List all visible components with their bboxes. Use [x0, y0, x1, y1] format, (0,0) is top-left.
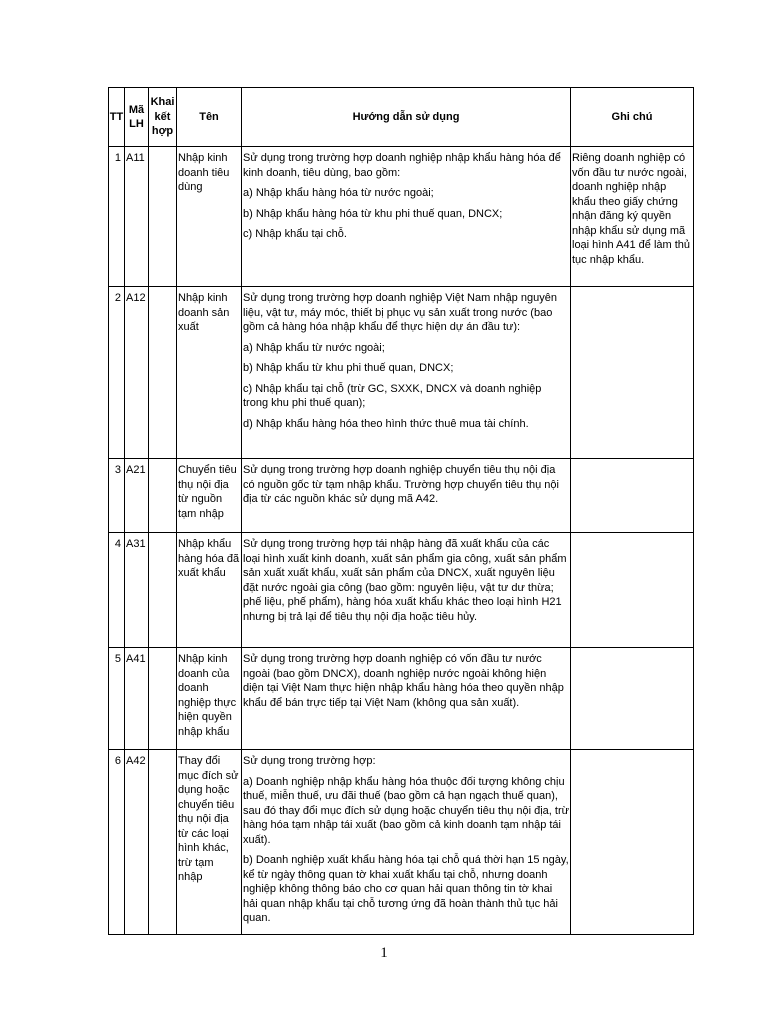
type-name: Chuyển tiêu thụ nội địa từ nguồn tạm nhập	[177, 459, 242, 533]
note: Riêng doanh nghiệp có vốn đầu tư nước ngoài, doanh nghiệp nhập khẩu theo giấy chứng nhận đăng ký quyền nhập khẩu sử dụng mã loại hình A41 để làm thủ tục nhập khẩu.	[571, 147, 694, 287]
row-number: 5	[109, 648, 125, 750]
type-name: Thay đổi mục đích sử dụng hoặc chuyển tiêu thụ nội địa từ các loại hình khác, trừ tạm nhập	[177, 750, 242, 935]
guide-paragraph: c) Nhập khẩu tại chỗ.	[243, 228, 347, 240]
guide-paragraph: Sử dụng trong trường hợp tái nhập hàng đã xuất khẩu của các loại hình xuất kinh doanh, xuất sản phẩm gia công, xuất sản phẩm sản xuất xuất khẩu, xuất sản phẩm của DNCX, xuất nguyên liệu đặt nước ngoài gia công (bao gồm: nguyên liệu, vật tư dư thừa; phế liệu, phế phẩm), hàng hóa xuất khẩu khác theo loại hình H21 nhưng bị trả lại để tiêu thụ nội địa hoặc tiêu hủy.	[243, 538, 567, 623]
header-tt: TT	[109, 88, 125, 147]
header-ten: Tên	[177, 88, 242, 147]
header-ghi-chu: Ghi chú	[571, 88, 694, 147]
combined-declaration	[149, 459, 177, 533]
guide-paragraph: b) Nhập khẩu hàng hóa từ khu phi thuế quan, DNCX;	[243, 207, 503, 220]
guide-paragraph: c) Nhập khẩu tại chỗ (trừ GC, SXXK, DNCX và doanh nghiệp trong khu phi thuế quan);	[243, 382, 542, 409]
guide-paragraph: b) Doanh nghiệp xuất khẩu hàng hóa tại chỗ quá thời hạn 15 ngày, kể từ ngày thông quan tờ khai xuất khẩu tại chỗ, nhưng doanh nghiệp không thông báo cho cơ quan hải quan thông tin tờ khai hải quan nhập khẩu tại chỗ tương ứng đã hoàn thành thủ tục hải quan.	[243, 854, 569, 924]
guide-paragraph: a) Nhập khẩu từ nước ngoài;	[243, 341, 385, 354]
table-row	[109, 533, 694, 648]
combined-declaration	[149, 648, 177, 750]
usage-guide	[242, 750, 571, 935]
type-code: A21	[125, 459, 149, 533]
usage-guide	[242, 648, 571, 750]
table-row	[109, 287, 694, 459]
type-code: A41	[125, 648, 149, 750]
note	[571, 287, 694, 459]
customs-type-table	[108, 87, 694, 935]
note	[571, 533, 694, 648]
type-name: Nhập kinh doanh tiêu dùng	[177, 147, 242, 287]
type-code: A31	[125, 533, 149, 648]
guide-paragraph: Sử dụng trong trường hợp doanh nghiệp chuyển tiêu thụ nội địa có nguồn gốc từ tạm nhập khẩu. Trường hợp chuyển tiêu thụ nội địa từ các nguồn khác sử dụng mã A42.	[243, 464, 559, 505]
guide-paragraph: a) Doanh nghiệp nhập khẩu hàng hóa thuộc đối tượng không chịu thuế, miễn thuế, ưu đãi thuế (bao gồm cả hạn ngạch thuế quan), sau đó thay đổi mục đích sử dụng hoặc chuyển tiêu thụ nội địa, trừ hàng hóa tạm nhập tái xuất (bao gồm cả kinh doanh tạm nhập tái xuất).	[243, 775, 569, 846]
header-khai-ket-hop: Khai kết hợp	[149, 88, 177, 147]
type-name: Nhập khẩu hàng hóa đã xuất khẩu	[177, 533, 242, 648]
combined-declaration	[149, 147, 177, 287]
combined-declaration	[149, 750, 177, 935]
type-name: Nhập kinh doanh của doanh nghiệp thực hiện quyền nhập khẩu	[177, 648, 242, 750]
combined-declaration	[149, 533, 177, 648]
type-code: A11	[125, 147, 149, 287]
guide-paragraph: b) Nhập khẩu từ khu phi thuế quan, DNCX;	[243, 362, 454, 374]
page-number: 1	[380, 945, 388, 961]
header-ma-lh: Mã LH	[125, 88, 149, 147]
guide-paragraph: d) Nhập khẩu hàng hóa theo hình thức thuê mua tài chính.	[243, 417, 529, 430]
guide-paragraph: Sử dụng trong trường hợp doanh nghiệp nhập khẩu hàng hóa để kinh doanh, tiêu dùng, bao gồm:	[243, 152, 561, 179]
table-row	[109, 648, 694, 750]
row-number: 6	[109, 750, 125, 935]
row-number: 2	[109, 287, 125, 459]
type-name: Nhập kinh doanh sản xuất	[177, 287, 242, 459]
table-row	[109, 459, 694, 533]
row-number: 1	[109, 147, 125, 287]
table-row	[109, 147, 694, 287]
table-header-row	[109, 88, 694, 147]
row-number: 4	[109, 533, 125, 648]
usage-guide	[242, 459, 571, 533]
usage-guide	[242, 533, 571, 648]
usage-guide	[242, 147, 571, 287]
combined-declaration	[149, 287, 177, 459]
note	[571, 459, 694, 533]
guide-paragraph: Sử dụng trong trường hợp doanh nghiệp có vốn đầu tư nước ngoài (bao gồm DNCX), doanh nghiệp nước ngoài không hiện diện tại Việt Nam thực hiện nhập khẩu hàng hóa theo quyền nhập khẩu để bán trực tiếp tại Việt Nam (không qua sản xuất).	[243, 653, 564, 709]
table-row	[109, 750, 694, 935]
type-code: A42	[125, 750, 149, 935]
type-code: A12	[125, 287, 149, 459]
usage-guide	[242, 287, 571, 459]
guide-paragraph: Sử dụng trong trường hợp doanh nghiệp Việt Nam nhập nguyên liệu, vật tư, máy móc, thiết bị phục vụ sản xuất trong nước (bao gồm cả hàng hóa nhập khẩu để thực hiện dự án đầu tư):	[243, 292, 557, 333]
note	[571, 750, 694, 935]
note	[571, 648, 694, 750]
guide-paragraph: Sử dụng trong trường hợp:	[243, 755, 376, 767]
guide-paragraph: a) Nhập khẩu hàng hóa từ nước ngoài;	[243, 187, 434, 199]
header-huong-dan: Hướng dẫn sử dụng	[242, 88, 571, 147]
row-number: 3	[109, 459, 125, 533]
